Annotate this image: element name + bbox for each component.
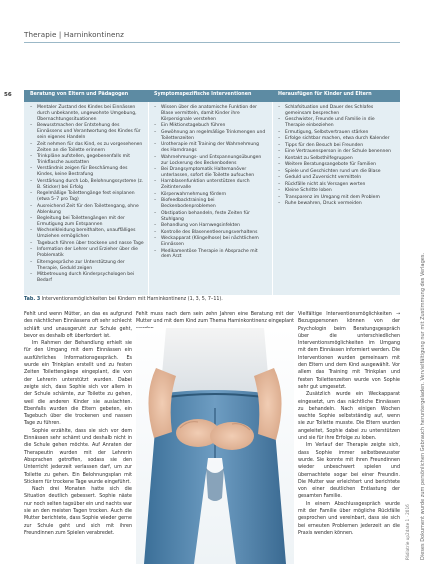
- table-list-item: – Spiele und Geschichten rund um die Blase: [278, 169, 394, 175]
- table-list-item: – Geschwister, Freunde und Familie in die Therapie einbeziehen: [278, 117, 394, 129]
- table-list-item: – Bewusstmachen der Entstehung des Einnässens und Verantwortung des Kindes für sein eigenes Handeln: [30, 123, 144, 141]
- table-list-item: – Weckapparat (Klingelhose) bei nächtlichem Einnässen: [154, 236, 268, 248]
- body-paragraph: Sophie erzählte, dass sie sich vor dem Einnässen sehr schämt und deshalb nicht in die Schule gehen möchte. Auf Anraten der Therapeutin wurden mit der Lehrerin Absprachen getroffen, sodass sie den Unterricht jederzeit verlassen darf, um zur Toilette zu gehen. Ein Belohnungsplan mit Stickern für trockene Tage wurde eingeführt.: [24, 428, 132, 485]
- table-list-item: – Zeit nehmen für das Kind, es zu vorgesehenen Zeiten an die Toilette erinnern: [30, 142, 144, 154]
- body-paragraph: Im Rahmen der Behandlung erhielt sie für den Umgang mit dem Einnässen ein ausführliches Informationsgespräch. Es wurde ein Trinkplan erstellt und zu festen Zeiten Toilettengänge eingeplant, die von der Lehrerin unterstützt wurden. Dabei zeigte sich, dass Sophie sich vor allem in der Schule schämte, zur Toilette zu gehen, weil die anderen Kinder sie auslachten. Ebenfalls wurden die Eltern gebeten, ein Tagebuch über die trockenen und nassen Tage zu führen.: [24, 341, 132, 427]
- side-journal-text: Pädiatrie up2date 1 · 2016: [405, 504, 410, 560]
- table-list-item: – Obstipation behandeln, feste Zeiten für Stuhlgang: [154, 211, 268, 223]
- table-list-item: – Trinkpläne aufstellen, gegebenenfalls mit Trinkflasche ausstatten: [30, 154, 144, 166]
- intervention-table: [24, 90, 400, 295]
- page-number: 56: [4, 92, 12, 98]
- table-header-col-2: Symptomspezifische Interventionen: [154, 92, 252, 97]
- header-topic: Harninkontinenz: [63, 30, 125, 39]
- table-caption: [24, 297, 223, 302]
- table-list-item: – Elterngespräche zur Unterstützung der Therapie, Geduld zeigen: [30, 260, 144, 272]
- table-column-1: [30, 105, 144, 285]
- table-caption-text: Interventionsmöglichkeiten bei Kindern mit Harninkontinenz (1, 3, 5, 7–11).: [41, 297, 223, 302]
- table-list-item: – Kleine Schritte loben: [278, 188, 394, 194]
- table-header-row: [24, 90, 400, 102]
- table-list-item: – Wechselkleidung bereithalten, unauffälliges Umziehen ermöglichen: [30, 228, 144, 240]
- table-list-item: – Verständnis zeigen für Beschämung des Kindes, keine Bestrafung: [30, 166, 144, 178]
- table-column-2-list: [154, 105, 268, 260]
- table-list-item: – Ermutigung, Selbstvertrauen stärken: [278, 130, 394, 136]
- body-right-paragraphs: [298, 311, 400, 537]
- body-paragraph: Im Verlauf der Therapie zeigte sich, dass Sophie immer selbstbewusster wurde. Sie konnte mit ihren Freundinnen wieder unbeschwert spielen und übernachtete sogar bei einer Freundin. Die Mutter war erleichtert und berichtete von einer deutlichen Entlastung der gesamten Familie.: [298, 443, 400, 500]
- table-list-item: – Weitere Beratungsangebote für Familien: [278, 162, 394, 168]
- header-section: Therapie: [24, 30, 57, 39]
- table-list-item: – Bei Drangsymptomatik Haltemanöver unterlassen, sofort die Toilette aufsuchen: [154, 167, 268, 179]
- header-separator: |: [58, 30, 64, 39]
- body-paragraph: Fehlt und wenn Mütter, an das es aufgrund des nächtlichen Einnässens oft sehr schlecht schläft und unausgeruht zur Schule geht, bevor es deshalb oft überfordert ist.: [24, 312, 132, 339]
- table-column-3-list: [278, 105, 394, 207]
- table-list-item: – Tipps für den Besuch bei Freunden: [278, 143, 394, 149]
- table-list-item: – Tagebuch führen über trockene und nasse Tage: [30, 241, 144, 247]
- table-list-item: – Behandlung von Harnwegsinfekten: [154, 223, 268, 229]
- table-caption-label: Tab. 3: [24, 297, 41, 302]
- body-column-left: [24, 311, 132, 537]
- table-list-item: – Körperwahrnehmung fördern: [154, 192, 268, 198]
- side-copyright-notice: [418, 120, 428, 560]
- table-list-item: – Eine Vertrauensperson in der Schule benennen: [278, 149, 394, 155]
- body-column-right: [298, 311, 400, 537]
- table-list-item: – Ausreichend Zeit für den Toilettengang, ohne Ablenkung: [30, 204, 144, 216]
- table-column-2: [154, 105, 268, 261]
- table-list-item: – Mitbetreuung durch Kinderpsychologen bei Bedarf: [30, 272, 144, 284]
- column-divider: [272, 102, 273, 295]
- table-header-col-3: Herausfügen für Kinder und Eltern: [278, 92, 372, 97]
- table-list-item: – Begleitung bei Toilettengängen mit der Ermutigung zum Entspannen: [30, 216, 144, 228]
- table-list-item: – Kontrolle des Blasenentleerungsverhaltens: [154, 230, 268, 236]
- body-center-paragraph: Fehlt muss nach dem sein zehn Jahren eine Beratung mit der Mutter und mit dem Kind zum Thema Harninkontinenz eingeplant: [136, 312, 294, 325]
- header-rule: [24, 42, 400, 43]
- table-list-item: – Transparenz im Umgang mit dem Problem: [278, 195, 394, 201]
- body-paragraph: Vielfältige Interventionsmöglichkeiten → Bezugspersonen können von der Psychologin beim Beratungsgespräch über die unterschiedlichen Interventionsmöglichkeiten im Umgang mit dem Einnässen informiert werden. Die Interventionen wurden gemeinsam mit den Eltern und dem Kind ausgewählt. Vor allem das Training mit Trinkplan und festen Toilettenzeiten wurde von Sophie sehr gut umgesetzt.: [298, 312, 400, 390]
- table-list-item: – Verstärkung durch Lob, Belohnungssysteme (z. B. Sticker) bei Erfolg: [30, 179, 144, 191]
- table-list-item: – Geduld und Zuversicht vermitteln: [278, 175, 394, 181]
- body-paragraph: Nach drei Monaten hatte sich die Situation deutlich gebessert. Sophie näste nur noch selten tagsüber ein und nachts war sie an den meisten Tagen trocken. Auch die Mutter berichtete, dass Sophie wieder gerne zur Schule geht und sich mit ihren Freundinnen zum Spielen verabredet.: [24, 487, 132, 536]
- table-list-item: – Gewöhnung an regelmäßige Trinkmengen und Toilettenzeiten: [154, 130, 268, 142]
- table-list-item: – Urotherapie mit Training der Wahrnehmung des Harndrangs: [154, 142, 268, 154]
- child-photo: [136, 328, 294, 564]
- table-list-item: – Mentaler Zustand des Kindes bei Einnässen durch unbekannte, ungewohnte Umgebung, Übernachtungssituationen: [30, 105, 144, 123]
- table-list-item: – Erfolge sichtbar machen, etwa durch Kalender: [278, 136, 394, 142]
- side-copyright-text: Dieses Dokument wurde zum persönlichen Gebrauch heruntergeladen. Vervielfältigung nur mit Zustimmung des Verlages.: [420, 252, 426, 560]
- table-list-item: – Wahrnehmungs- und Entspannungsübungen zur Lockerung des Beckenbodens: [154, 155, 268, 167]
- photo-illustration: [136, 328, 294, 564]
- table-list-item: – Ruhe bewahren, Druck vermeiden: [278, 201, 394, 207]
- table-column-3: [278, 105, 394, 208]
- table-list-item: – Harnblasenfunktion unterstützen durch Zeitintervalle: [154, 179, 268, 191]
- table-list-item: – Information der Lehrer und Erzieher über die Problematik: [30, 247, 144, 259]
- table-list-item: – Rückfälle nicht als Versagen werten: [278, 182, 394, 188]
- column-divider: [148, 102, 149, 295]
- table-header-col-1: Beratung von Eltern und Pädagogen: [30, 92, 129, 97]
- table-list-item: – Biofeedbacktraining bei Beckenbodenproblemen: [154, 198, 268, 210]
- body-paragraph: In einem Abschlussgespräch wurde mit der Familie über mögliche Rückfälle gesprochen und vereinbart, dass sie sich bei erneuten Problemen jederzeit an die Praxis wenden können.: [298, 501, 400, 536]
- table-list-item: – Medikamentöse Therapie in Absprache mit dem Arzt: [154, 249, 268, 261]
- table-list-item: – Regelmäßige Toilettengänge fest einplanen (etwa 5–7 pro Tag): [30, 191, 144, 203]
- running-header: [24, 30, 124, 39]
- side-journal-info: [403, 470, 411, 560]
- table-list-item: – Schlafsituation und Dauer des Schlafes gemeinsam besprechen: [278, 105, 394, 117]
- body-paragraph: Zusätzlich wurde ein Weckapparat eingesetzt, um das nächtliche Einnässen zu behandeln. Nach einigen Wochen wachte Sophie selbstständig auf, wenn sie zur Toilette musste. Die Eltern wurden angeleitet, Sophie dabei zu unterstützen und sie für ihre Erfolge zu loben.: [298, 392, 400, 442]
- table-column-1-list: [30, 105, 144, 284]
- table-list-item: – Kontakt zu Selbsthilfegruppen: [278, 156, 394, 162]
- table-list-item: – Wissen über die anatomische Funktion der Blase vermitteln, damit Kinder ihre Körpersignale verstehen: [154, 105, 268, 123]
- body-left-paragraphs: [24, 311, 132, 537]
- table-list-item: – Ein Miktionstagebuch führen: [154, 123, 268, 129]
